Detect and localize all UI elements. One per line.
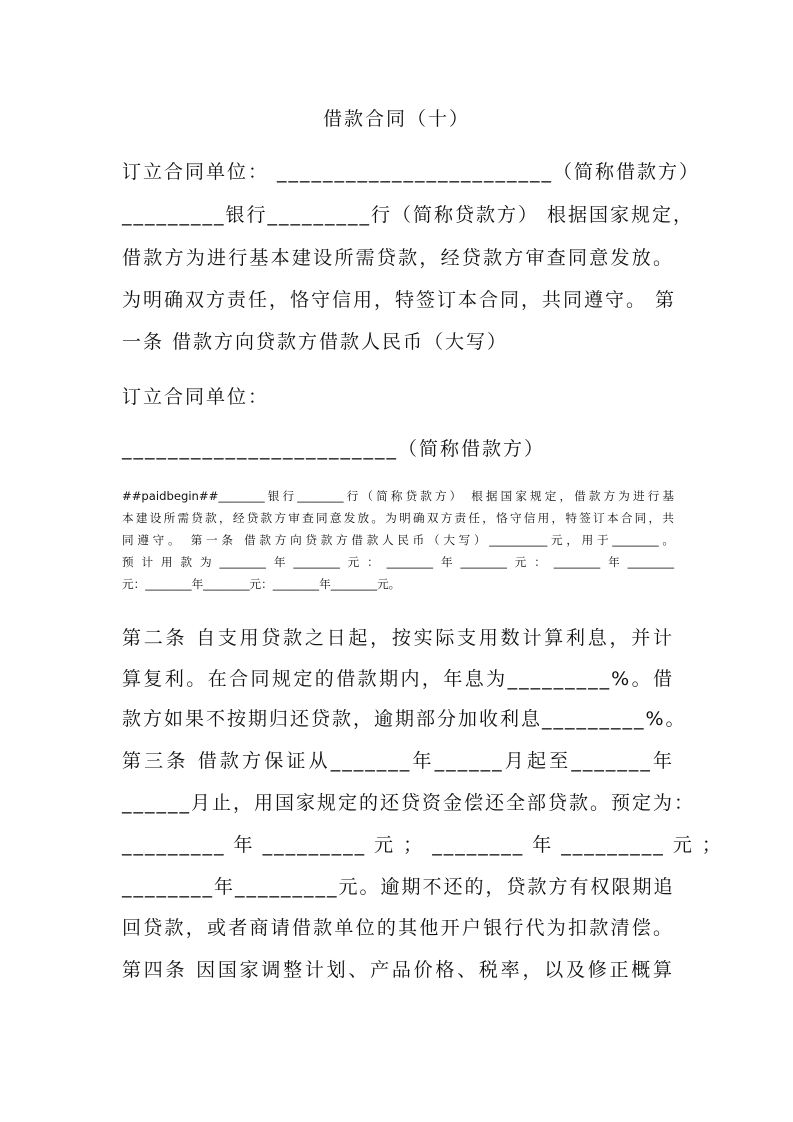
article-line-9: 第四条 因国家调整计划、产品价格、税率，以及修正概算 [122, 959, 674, 981]
article-line-4: 第三条 借款方保证从_______年______月起至_______年 [122, 750, 674, 772]
article-line-7: ________年_________元。逾期不还的，贷款方有权限期追 [122, 876, 675, 898]
intro-line-5: 一条 借款方向贷款方借款人民币（大写） [122, 331, 509, 353]
article-line-1: 第二条 自支用贷款之日起，按实际支用数计算利息，并计 [122, 627, 674, 649]
article-line-3: 款方如果不按期归还贷款，逾期部分加收利息_________%。 [122, 708, 687, 730]
repeat-line-1: 订立合同单位： [122, 386, 270, 408]
article-line-2: 算复利。在合同规定的借款期内，年息为_________%。借 [122, 668, 674, 690]
small-line-4: 预计用款为________年________元：________年________元：________年________ [122, 555, 674, 569]
article-line-5: ______月止，用国家规定的还贷资金偿还全部贷款。预定为： [122, 792, 696, 814]
intro-line-3: 借款方为进行基本建设所需贷款，经贷款方审查同意发放。 [122, 247, 674, 269]
intro-line-4: 为明确双方责任，恪守信用，特签订本合同，共同遵守。 第 [122, 289, 677, 311]
small-line-5: 元：________年________元：________年________元。 [122, 577, 401, 591]
small-line-3: 同遵守。 第一条 借款方向贷款方借款人民币（大写）__________元，用于________。 [122, 533, 674, 547]
document-title: 借款合同（十） [322, 108, 470, 130]
repeat-line-2: ________________________（简称借款方） [122, 438, 546, 460]
small-line-1: ##paidbegin##________银行________行（简称贷款方） 根据国家规定，借款方为进行基 [122, 489, 674, 503]
intro-line-2: _________银行_________行（简称贷款方） 根据国家规定， [122, 204, 695, 226]
small-line-2: 本建设所需贷款，经贷款方审查同意发放。为明确双方责任，恪守信用，特签订本合同，共 [122, 511, 674, 525]
article-line-6: _________ 年 _________ 元 ； ________ 年 _________ 元 ； [122, 834, 723, 856]
intro-line-1: 订立合同单位： ________________________（简称借款方） [122, 161, 701, 183]
article-line-8: 回贷款，或者商请借款单位的其他开户银行代为扣款清偿。 [122, 917, 674, 939]
